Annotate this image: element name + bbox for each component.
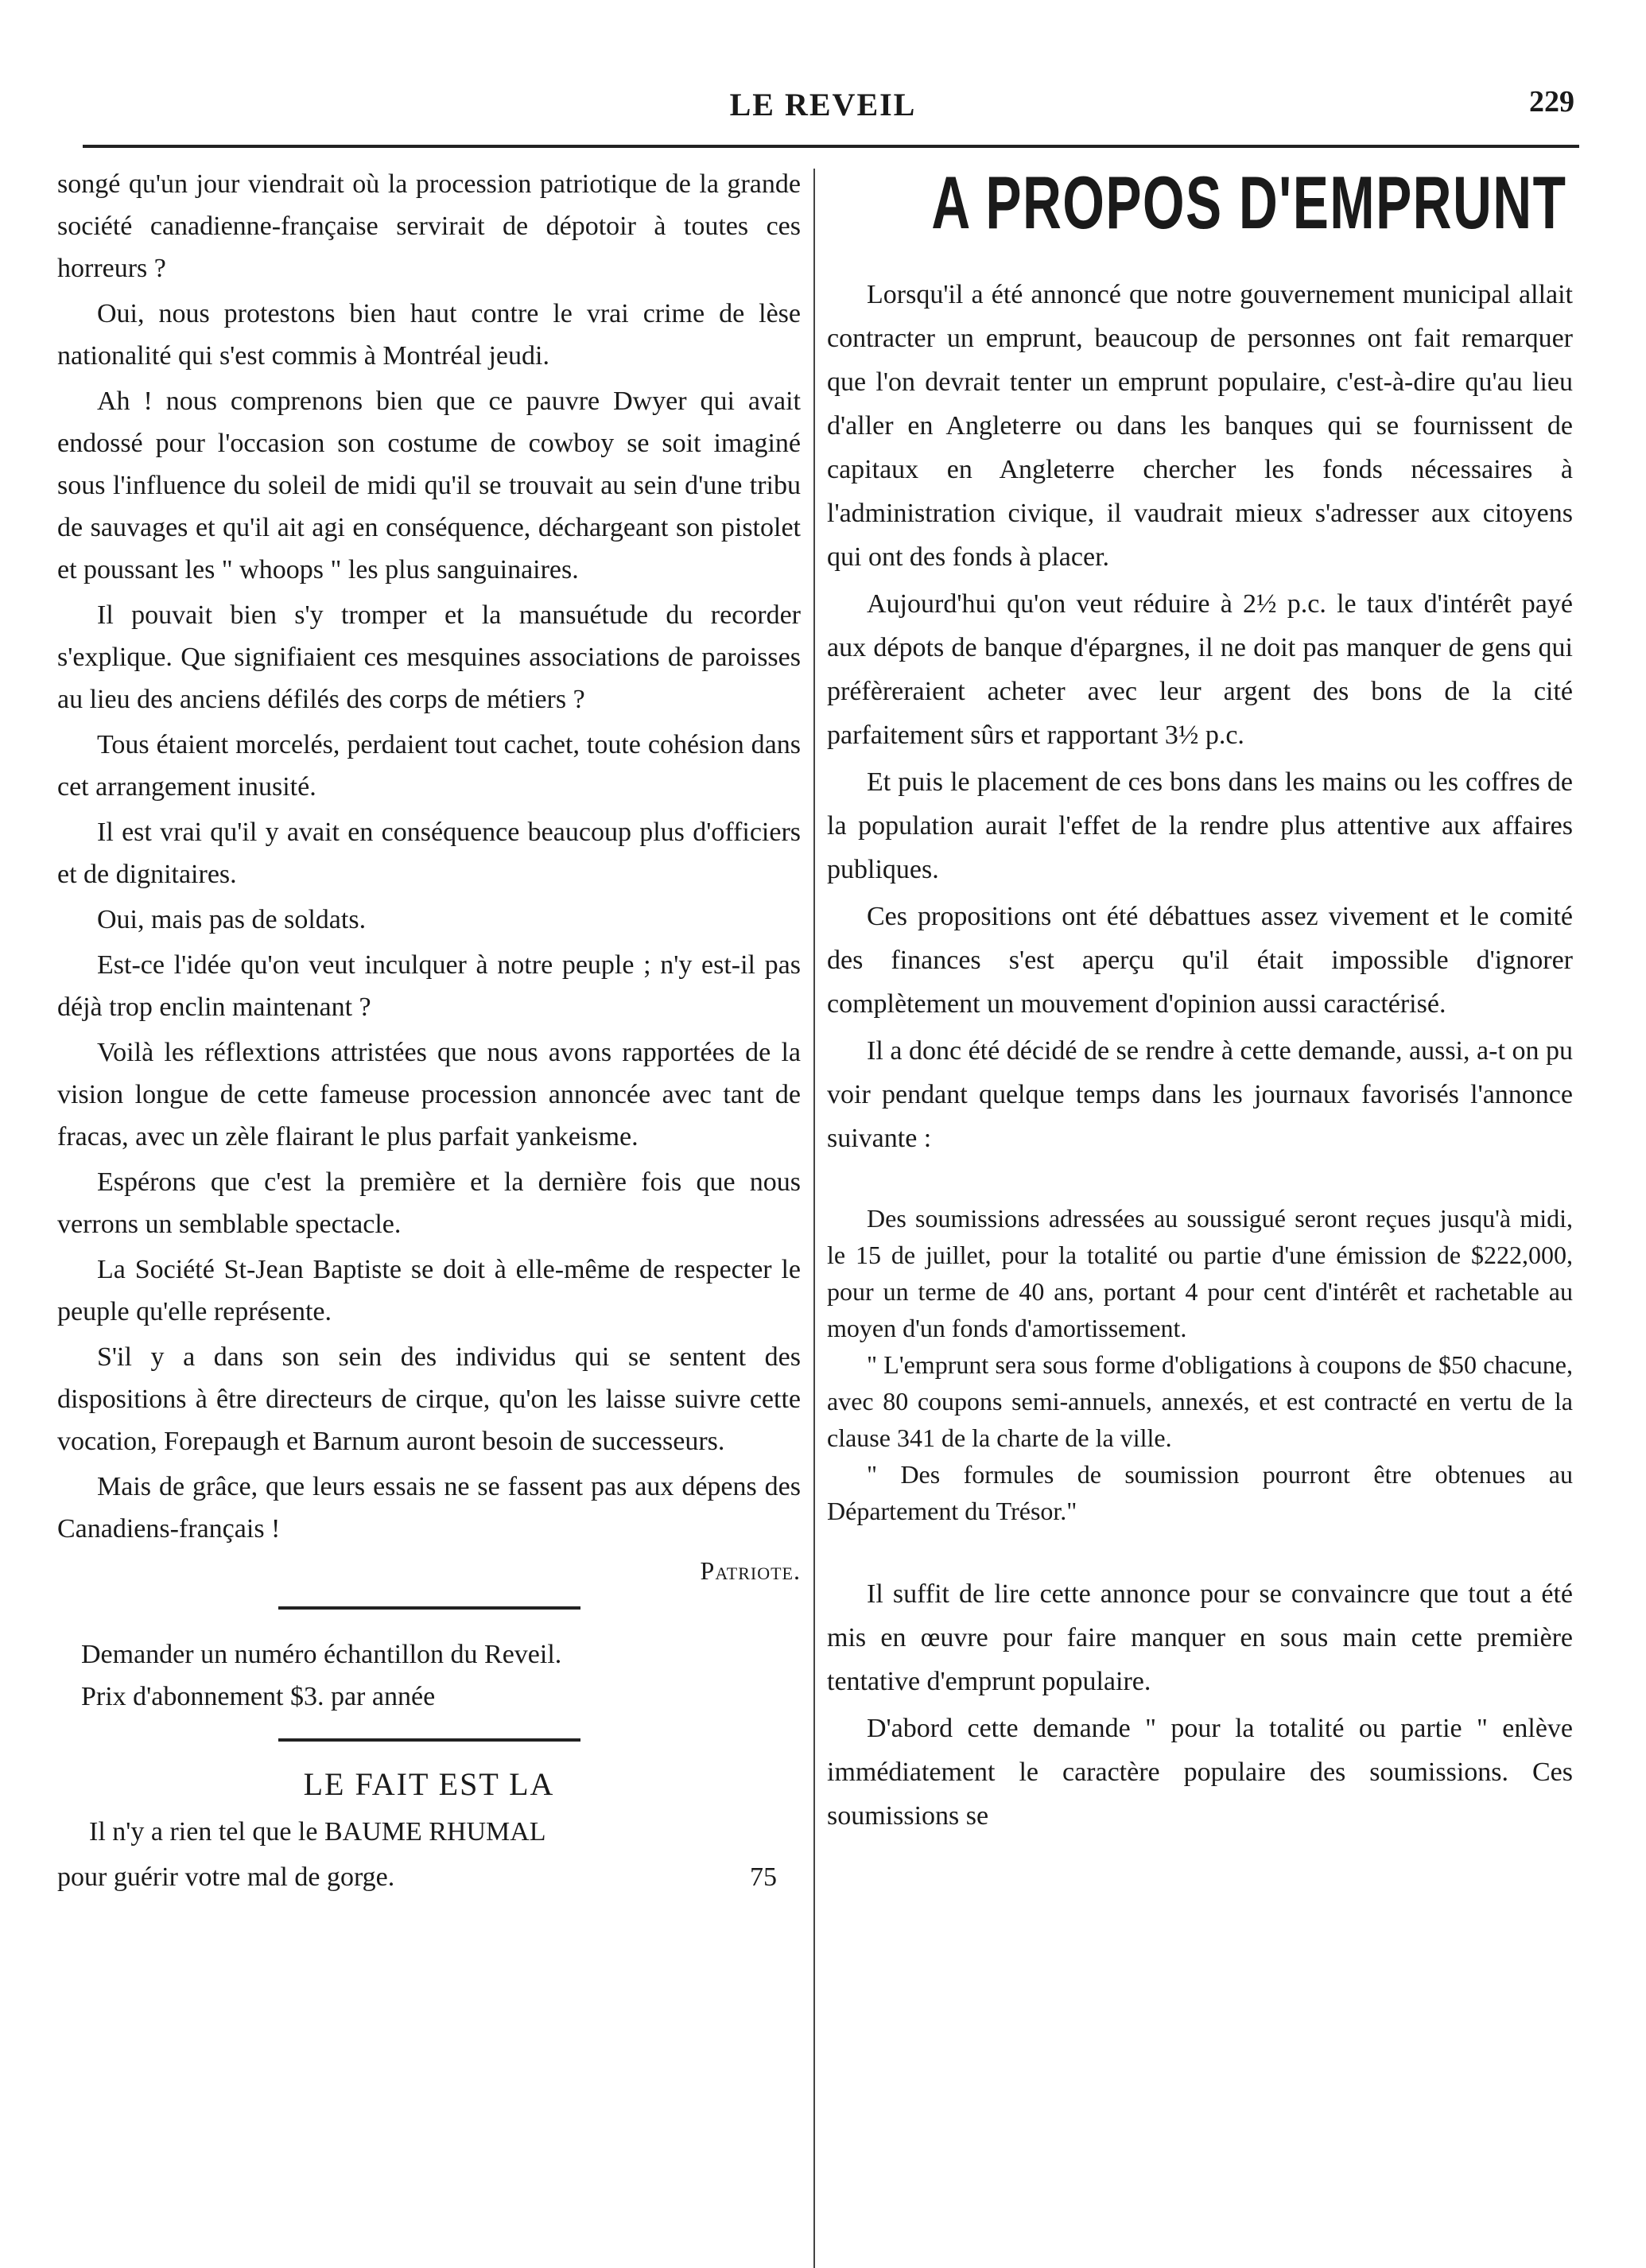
article-paragraph: songé qu'un jour viendrait où la procession patriotique de la grande société canadienne-française servirait de dépotoir à toutes ces horreurs ? [57,169,801,283]
article-paragraph: Tous étaient morcelés, perdaient tout cachet, toute cohésion dans cet arrangement inusité. [57,730,801,802]
article-paragraph: Mais de grâce, que leurs essais ne se fassent pas aux dépens des Canadiens-français ! [57,1472,801,1544]
section-rule [278,1606,580,1610]
subscription-notice-line: Demander un numéro échantillon du Reveil. [81,1640,562,1669]
left-column [57,163,801,1898]
article-paragraph: Ah ! nous comprenons bien que ce pauvre Dwyer qui avait endossé pour l'occasion son costume de cowboy se soit imaginé sous l'influence du soleil de midi qu'il se trouvait au sein d'une tribu de sauvages et qu'il ait agi en conséquence, déchargeant son pistolet et poussant les " whoops " les plus sanguinaires. [57,386,801,584]
article-paragraph: Et puis le placement de ces bons dans les mains ou les coffres de la population aurait l'effet de la rendre plus attentive aux affaires publiques. [827,767,1573,884]
ad-text-row [57,1856,801,1898]
article-paragraph: Voilà les réflextions attristées que nous avons rapportées de la vision longue de cette fameuse procession annoncée avec tant de fracas, avec un zèle flairant le plus parfait yankeisme. [57,1038,801,1151]
article-paragraph: Lorsqu'il a été annoncé que notre gouvernement municipal allait contracter un emprunt, beaucoup de personnes ont fait remarquer que l'on devrait tenter un emprunt populaire, c'est-à-dire qu'au lieu d'aller en Angleterre ou dans les banques qui se fournissent de capitaux en Angleterre chercher les fonds nécessaires à l'administration civique, il vaudrait mieux s'adresser aux citoyens qui ont des fonds à placer. [827,280,1573,572]
ad-heading: LE FAIT EST LA [303,1766,555,1802]
signature: Patriote. [700,1556,801,1585]
article-paragraph: Il a donc été décidé de se rendre à cette demande, aussi, a-t on pu voir pendant quelque temps dans les journaux favorisés l'annonce suivante : [827,1036,1573,1153]
right-column [827,163,1573,1841]
ad-code: 75 [750,1862,777,1892]
page-header [0,0,1646,159]
ad-text: pour guérir votre mal de gorge. [57,1862,395,1892]
running-title: LE REVEIL [729,87,917,122]
article-paragraph: Il est vrai qu'il y avait en conséquence beaucoup plus d'officiers et de dignitaires. [57,817,801,889]
article-paragraph: S'il y a dans son sein des individus qui se sentent des dispositions à être directeurs de cirque, qu'on les laisse suivre cette vocation, Forepaugh et Barnum auront besoin de successeurs. [57,1342,801,1456]
article-headline: A PROPOS D'EMPRUNT [931,161,1567,244]
ad-text: Il n'y a rien tel que le BAUME RHUMAL [89,1817,546,1847]
subscription-price-line: Prix d'abonnement $3. par année [81,1682,436,1711]
article-paragraph: Il suffit de lire cette annonce pour se convaincre que tout a été mis en œuvre pour faire manquer en sous main cette première tentative d'emprunt populaire. [827,1579,1573,1696]
quote-paragraph: " Des formules de soumission pourront être obtenues au Département du Trésor." [827,1460,1573,1525]
quote-paragraph: " L'emprunt sera sous forme d'obligations à coupons de $50 chacune, avec 80 coupons semi-annuels, annexés, et est contracté en vertu de la clause 341 de la charte de la ville. [827,1350,1573,1452]
quote-paragraph: Des soumissions adressées au soussigué seront reçues jusqu'à midi, le 15 de juillet, pour la totalité ou partie d'une émission de $222,000, pour un terme de 40 ans, portant 4 pour cent d'intérêt et rachetable au moyen d'un fonds d'amortissement. [827,1204,1573,1342]
article-paragraph: Est-ce l'idée qu'on veut inculquer à notre peuple ; n'y est-il pas déjà trop enclin maintenant ? [57,950,801,1022]
quoted-announcement [827,1200,1573,1529]
article-paragraph: Ces propositions ont été débattues assez vivement et le comité des finances s'est aperçu qu'il était impossible d'ignorer complètement un mouvement d'opinion aussi caractérisé. [827,902,1573,1019]
article-paragraph: Il pouvait bien s'y tromper et la mansuétude du recorder s'explique. Que signifiaient ces mesquines associations de paroisses au lieu des anciens défilés des corps de métiers ? [57,600,801,714]
article-paragraph: Espérons que c'est la première et la dernière fois que nous verrons un semblable spectacle. [57,1167,801,1239]
advertisement [57,1811,801,1898]
header-rule [83,145,1579,148]
section-rule [278,1738,580,1742]
article-paragraph: Aujourd'hui qu'on veut réduire à 2½ p.c. le taux d'intérêt payé aux dépots de banque d'épargnes, il ne doit pas manquer de gens qui préfèreraient acheter avec leur argent des bons de la cité parfaitement sûrs et rapportant 3½ p.c. [827,589,1573,750]
column-divider [813,169,815,2268]
article-paragraph: La Société St-Jean Baptiste se doit à elle-même de respecter le peuple qu'elle représente. [57,1255,801,1326]
article-paragraph: Oui, nous protestons bien haut contre le vrai crime de lèse nationalité qui s'est commis à Montréal jeudi. [57,299,801,371]
article-paragraph: D'abord cette demande " pour la totalité ou partie " enlève immédiatement le caractère populaire des soumissions. Ces soumissions se [827,1714,1573,1831]
page-number: 229 [1529,85,1574,118]
article-paragraph: Oui, mais pas de soldats. [97,905,367,934]
